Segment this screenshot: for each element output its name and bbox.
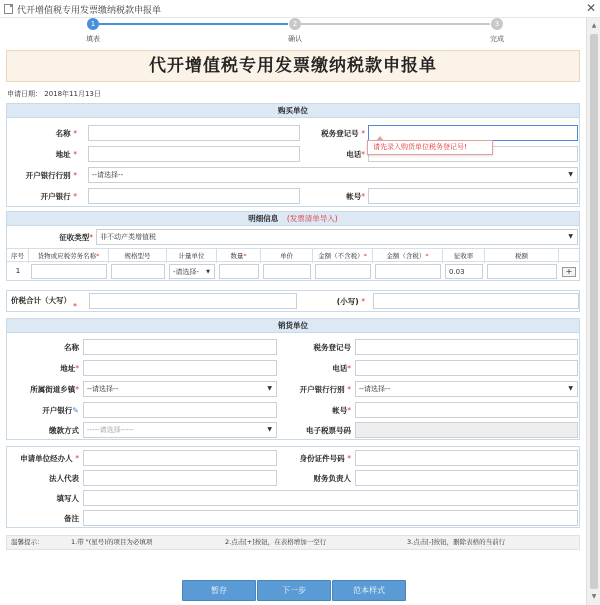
levy-type-select[interactable]: 非不动产类增值税 ▼ <box>96 229 578 245</box>
agent-input[interactable] <box>83 450 277 466</box>
buyer-bank-branch-select[interactable]: --请选择-- ▼ <box>88 167 578 183</box>
unit-select[interactable]: -请选择- ▼ <box>169 264 215 279</box>
step-number: 3 <box>491 18 503 30</box>
tax-input[interactable] <box>487 264 557 279</box>
seller-district-label: 所属街道乡镇* <box>30 385 79 394</box>
tips-bar <box>6 535 580 550</box>
dropdown-caret-icon: ▼ <box>568 385 573 392</box>
step-line-1 <box>99 23 288 25</box>
step-fill <box>63 18 123 44</box>
quantity-input[interactable] <box>219 264 259 279</box>
seller-name-input[interactable] <box>83 339 277 355</box>
step-label: 填表 <box>86 35 100 43</box>
dropdown-caret-icon: ▼ <box>267 426 272 433</box>
dropdown-caret-icon: ▼ <box>568 233 573 240</box>
buyer-name-label: 名称 * <box>55 129 77 138</box>
applicant-section <box>6 446 580 528</box>
row-index: 1 <box>15 267 21 275</box>
details-table-header <box>7 248 579 262</box>
seller-section <box>6 318 580 440</box>
step-number: 1 <box>87 18 99 30</box>
buyer-tax-id-input[interactable] <box>368 125 578 141</box>
buyer-bank-branch-label: 开户银行行别 * <box>25 171 77 180</box>
etax-number-label: 电子税票号码 <box>306 426 351 435</box>
payment-method-label: 缴款方式 <box>49 426 79 435</box>
dropdown-caret-icon: ▼ <box>568 171 573 178</box>
step-label: 确认 <box>288 35 302 43</box>
col-goods-name: 货物或应税劳务名称* <box>29 249 109 263</box>
buyer-bank-label: 开户银行 * <box>40 192 77 201</box>
levy-type-label: 征收类型* <box>59 233 93 242</box>
seller-account-input[interactable] <box>355 402 578 418</box>
dropdown-caret-icon: ▼ <box>267 385 272 392</box>
buyer-address-input[interactable] <box>88 146 300 162</box>
seller-address-input[interactable] <box>83 360 277 376</box>
apply-date <box>7 89 101 99</box>
id-number-input[interactable] <box>355 450 578 466</box>
form-title-banner <box>6 50 580 82</box>
legal-rep-input[interactable] <box>83 470 277 486</box>
total-upper-input[interactable] <box>89 293 297 309</box>
col-amount-inc: 金额（含税）* <box>373 249 443 263</box>
spec-input[interactable] <box>111 264 165 279</box>
step-complete <box>467 18 527 44</box>
document-icon <box>4 4 13 14</box>
step-line-2 <box>301 23 490 25</box>
legal-rep-label: 法人代表 <box>49 474 79 483</box>
details-section-header <box>7 212 579 226</box>
buyer-tax-id-label: 税务登记号 * <box>321 129 365 138</box>
payment-method-select[interactable]: -----请选择----- ▼ <box>83 422 277 438</box>
window-title: 代开增值税专用发票缴纳税款申报单 <box>17 6 162 16</box>
details-section <box>6 211 580 281</box>
seller-name-label: 名称 <box>64 343 79 352</box>
pencil-icon[interactable]: ✎ <box>72 406 79 415</box>
seller-bank-input[interactable] <box>83 402 277 418</box>
total-upper-label: 价税合计（大写） <box>11 296 71 305</box>
remark-input[interactable] <box>83 510 578 526</box>
id-number-label: 身份证件号码 * <box>299 454 351 463</box>
filler-input[interactable] <box>83 490 578 506</box>
invoice-import-link[interactable]: (发票清单导入) <box>286 214 338 223</box>
sample-template-button[interactable]: 范本样式 <box>332 580 406 601</box>
scrollbar-thumb[interactable] <box>590 34 598 589</box>
table-row <box>7 263 579 281</box>
price-input[interactable] <box>263 264 311 279</box>
apply-date-value: 2018年11月13日 <box>44 90 101 98</box>
dropdown-caret-icon: ▼ <box>206 269 210 275</box>
agent-label: 申请单位经办人 * <box>20 454 79 463</box>
col-quantity: 数量* <box>217 249 261 263</box>
next-step-button[interactable]: 下一步 <box>257 580 331 601</box>
col-amount-ex: 金额（不含税）* <box>313 249 373 263</box>
seller-district-select[interactable]: --请选择-- ▼ <box>83 381 277 397</box>
save-draft-button[interactable]: 暂存 <box>182 580 256 601</box>
buyer-section-header: 购买单位 <box>7 104 579 118</box>
seller-section-header: 销货单位 <box>7 319 579 333</box>
filler-label: 填写人 <box>56 494 79 503</box>
buyer-account-input[interactable] <box>368 188 578 204</box>
goods-name-input[interactable] <box>31 264 107 279</box>
seller-bank-branch-label: 开户银行行别 * <box>299 385 351 394</box>
total-section: 价税合计（大写） * (小写) * <box>6 290 580 312</box>
vertical-scrollbar[interactable] <box>586 18 600 605</box>
title-bar <box>0 0 600 18</box>
col-price: 单价 <box>261 249 313 263</box>
scroll-down-icon[interactable]: ▼ <box>591 593 597 600</box>
step-confirm <box>265 18 325 44</box>
step-label: 完成 <box>490 35 504 43</box>
finance-head-input[interactable] <box>355 470 578 486</box>
col-tax: 税额 <box>485 249 559 263</box>
tip-required: 1.带 "(星号)的项目为必填项 <box>71 538 153 546</box>
col-rate: 征收率 <box>443 249 485 263</box>
tips-title: 温馨提示： <box>11 538 44 546</box>
seller-tax-id-input[interactable] <box>355 339 578 355</box>
amount-inc-input[interactable] <box>375 264 441 279</box>
buyer-account-label: 帐号* <box>346 192 365 201</box>
total-lower-label: (小写) * <box>336 297 365 306</box>
seller-address-label: 地址* <box>60 364 79 373</box>
buyer-address-label: 地址 * <box>55 150 77 159</box>
progress-steps <box>0 18 586 48</box>
buyer-name-input[interactable] <box>88 125 300 141</box>
col-unit: 计量单位 <box>167 249 217 263</box>
buyer-bank-input[interactable] <box>88 188 300 204</box>
col-index: 序号 <box>7 249 29 263</box>
remark-label: 备注 <box>64 514 79 523</box>
finance-head-label: 财务负责人 <box>313 474 351 483</box>
total-lower-input[interactable] <box>373 293 579 309</box>
validation-tooltip: 请先录入购货单位税务登记号! <box>367 140 493 155</box>
tip-delete-row: 3.点击[-]按钮，删除表格的当前行 <box>407 538 506 546</box>
seller-bank-branch-select[interactable]: --请选择-- ▼ <box>355 381 578 397</box>
step-number: 2 <box>289 18 301 30</box>
details-header-title: 明细信息 <box>248 214 279 223</box>
tip-add-row: 2.点击[+]按钮，在表格增加一空行 <box>225 538 327 546</box>
close-icon[interactable]: ✕ <box>585 1 596 15</box>
seller-account-label: 帐号* <box>332 406 351 415</box>
apply-date-label: 申请日期： <box>7 90 42 98</box>
buyer-section <box>6 103 580 207</box>
col-spec: 规格型号 <box>109 249 167 263</box>
seller-phone-input[interactable] <box>355 360 578 376</box>
form-title: 代开增值税专用发票缴纳税款申报单 <box>149 56 437 76</box>
rate-input[interactable]: 0.03 <box>445 264 483 279</box>
seller-bank-label: 开户银行✎ <box>42 406 79 415</box>
add-row-button[interactable]: + <box>562 267 576 277</box>
buyer-phone-label: 电话* <box>346 150 365 159</box>
seller-tax-id-label: 税务登记号 <box>313 343 351 352</box>
seller-phone-label: 电话* <box>332 364 351 373</box>
amount-ex-input[interactable] <box>315 264 371 279</box>
scroll-up-icon[interactable]: ▲ <box>591 22 597 29</box>
etax-number-input <box>355 422 578 438</box>
